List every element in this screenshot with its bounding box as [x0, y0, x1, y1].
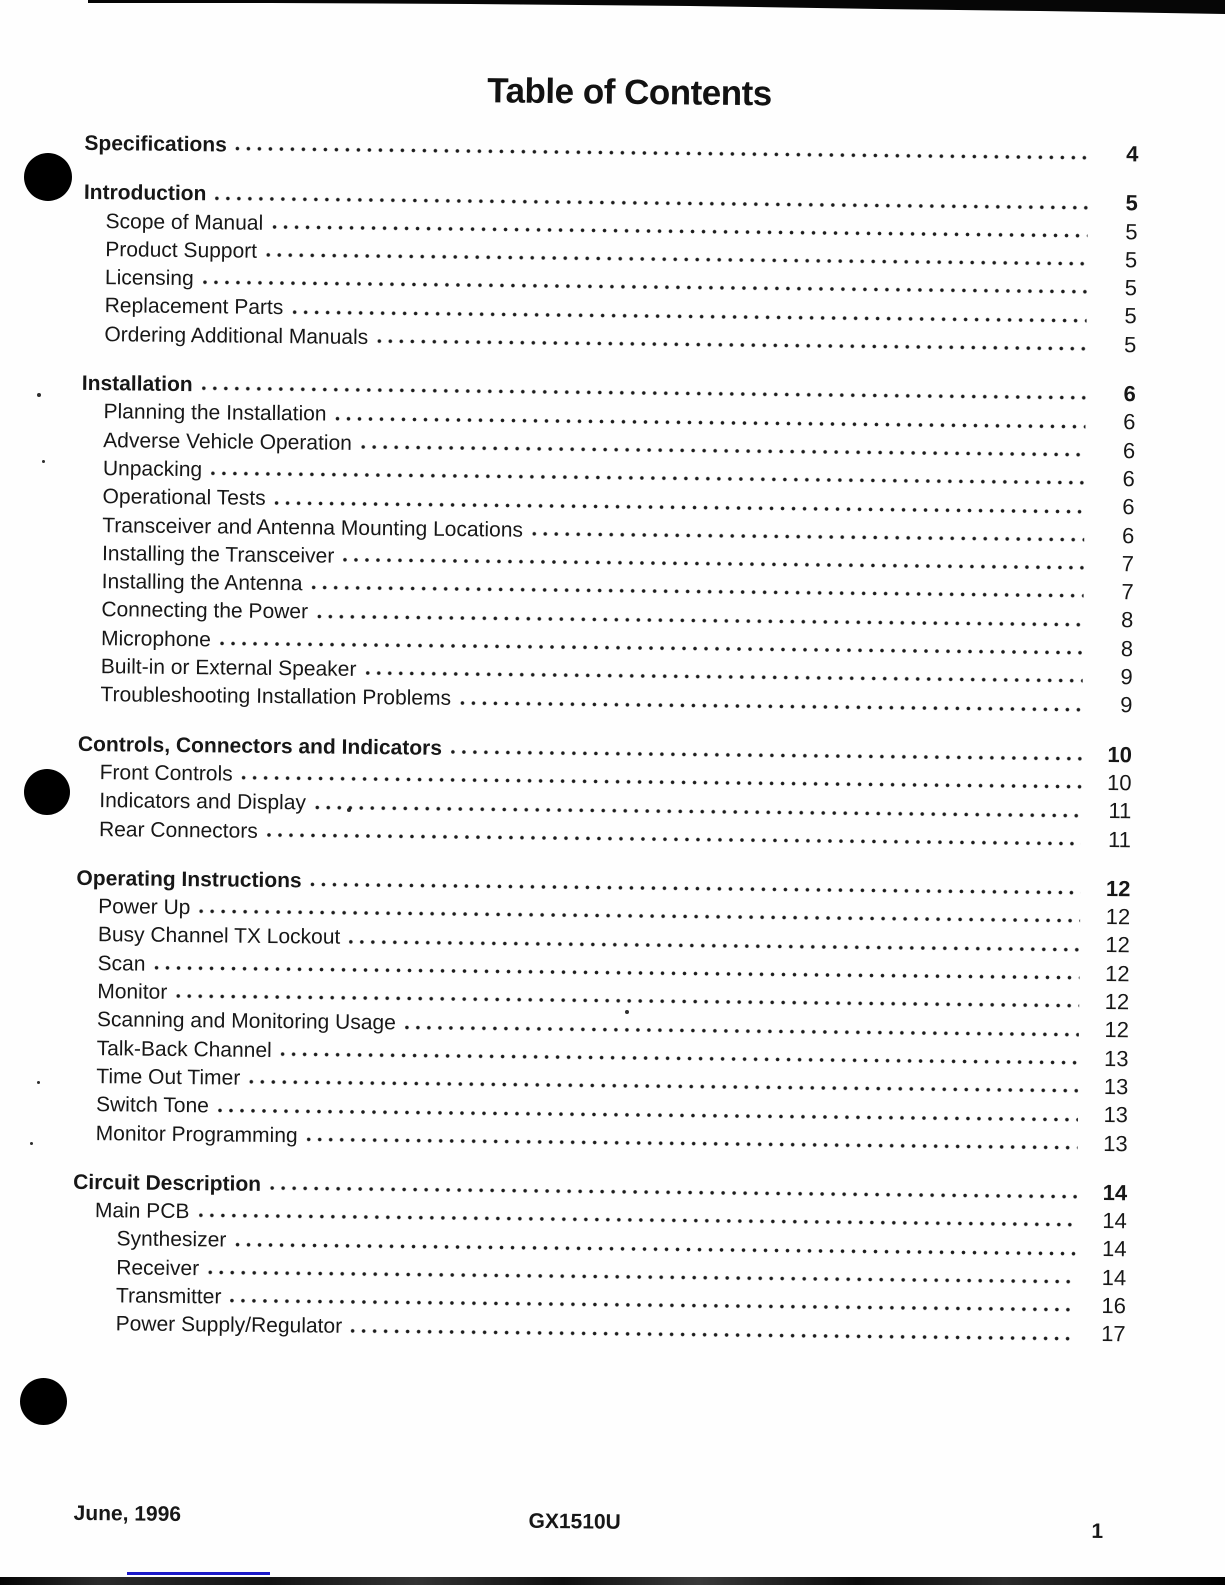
toc-page-number: 6 — [1122, 466, 1136, 492]
toc-page-number: 17 — [1101, 1321, 1126, 1347]
toc-entry-label: Built-in or External Speaker — [100, 655, 357, 681]
dot-leader — [343, 558, 1084, 570]
toc-entry-label: Main PCB — [94, 1199, 190, 1224]
toc-page-number: 9 — [1120, 692, 1133, 718]
scan-artifact-bottom-bar — [0, 1577, 1225, 1585]
dot-leader — [249, 1080, 1078, 1093]
toc-list — [72, 129, 1139, 1349]
toc-page-number: 7 — [1121, 551, 1135, 577]
dot-leader — [199, 910, 1080, 924]
toc-page-number: 6 — [1123, 381, 1136, 407]
toc-entry-label: Talk-Back Channel — [96, 1036, 272, 1062]
page-title: Table of Contents — [487, 71, 772, 114]
toc-entry-label: Troubleshooting Installation Problems — [100, 683, 452, 711]
toc-entry-label: Power Up — [98, 895, 191, 920]
dot-leader — [307, 1137, 1078, 1149]
toc-entry-label: Operating Instructions — [76, 866, 302, 893]
dot-leader — [281, 1052, 1079, 1065]
dot-leader — [236, 147, 1089, 160]
toc-page-number: 14 — [1101, 1264, 1127, 1290]
dot-leader — [405, 1025, 1079, 1036]
dot-leader — [361, 445, 1085, 457]
toc-entry-label: Installation — [81, 371, 193, 397]
dot-leader — [154, 966, 1079, 980]
toc-page-number: 11 — [1108, 798, 1132, 824]
toc-page-number: 13 — [1103, 1045, 1129, 1071]
toc-entry-label: Power Supply/Regulator — [115, 1312, 343, 1339]
toc-entry-label: Installing the Transceiver — [101, 541, 335, 568]
toc-entry-label: Indicators and Display — [99, 789, 307, 815]
dot-leader — [203, 281, 1087, 295]
dot-leader — [266, 253, 1087, 266]
toc-entry-label: Specifications — [84, 131, 227, 157]
toc-section-row — [84, 129, 1138, 169]
toc-entry-label: Monitor — [97, 980, 168, 1004]
footer-page-number: 1 — [1091, 1519, 1104, 1544]
toc-entry-label: Scan — [97, 951, 146, 976]
toc-entry-label: Scanning and Monitoring Usage — [96, 1008, 396, 1035]
toc-page-number: 10 — [1107, 741, 1133, 767]
dot-leader — [208, 1270, 1076, 1283]
toc-page-number: 5 — [1124, 275, 1138, 301]
toc-page-number: 9 — [1120, 664, 1133, 690]
toc-page-number: 6 — [1121, 522, 1135, 548]
dot-leader — [275, 501, 1085, 514]
toc-entry-label: Installing the Antenna — [101, 570, 303, 596]
dot-leader — [315, 805, 1081, 817]
toc-page-number: 16 — [1101, 1292, 1127, 1319]
toc-entry-label: Monitor Programming — [95, 1121, 298, 1147]
toc-page-number: 11 — [1108, 826, 1132, 852]
dot-leader — [272, 225, 1087, 238]
toc-entry-label: Transceiver and Antenna Mounting Locations — [102, 513, 524, 542]
toc-entry-label: Replacement Parts — [104, 294, 284, 320]
toc-entry-label: Operational Tests — [102, 485, 266, 511]
dot-leader — [235, 1242, 1076, 1255]
dot-leader — [292, 310, 1086, 323]
toc-page-number: 4 — [1126, 141, 1139, 167]
dot-leader — [218, 1108, 1078, 1121]
toc-page-number: 12 — [1105, 904, 1131, 930]
page-footer — [0, 1501, 1209, 1554]
dot-leader — [365, 671, 1082, 683]
toc-page-number: 13 — [1103, 1130, 1128, 1156]
toc-page-number: 13 — [1103, 1102, 1129, 1128]
toc-page-number: 12 — [1104, 1017, 1130, 1043]
toc-entry-label: Controls, Connectors and Indicators — [77, 732, 443, 760]
toc-entry-label: Switch Tone — [95, 1093, 210, 1118]
toc-entry-label: Time Out Timer — [96, 1065, 241, 1090]
toc-entry-label: Front Controls — [99, 761, 233, 786]
toc-entry-label: Receiver — [116, 1256, 200, 1280]
scan-artifact-blue-line — [127, 1572, 270, 1575]
footer-date: June, 1996 — [73, 1501, 182, 1527]
toc-page-number: 12 — [1105, 875, 1131, 902]
toc-entry-label: Rear Connectors — [98, 817, 258, 843]
toc-page-number: 13 — [1103, 1073, 1129, 1100]
toc-page-number: 14 — [1102, 1208, 1127, 1234]
toc-page-number: 14 — [1102, 1179, 1128, 1206]
toc-entry-label: Synthesizer — [116, 1227, 227, 1252]
dot-leader — [532, 532, 1084, 542]
toc-entry-label: Microphone — [100, 626, 211, 652]
toc-entry-label: Planning the Installation — [103, 400, 327, 426]
toc-entry-label: Product Support — [105, 238, 258, 263]
dot-leader — [270, 1186, 1077, 1199]
toc-entry-label: Connecting the Power — [101, 598, 309, 624]
dot-leader — [242, 776, 1082, 789]
toc-entry-label: Adverse Vehicle Operation — [103, 428, 353, 455]
dot-leader — [198, 1214, 1076, 1228]
toc-entry-label: Scope of Manual — [105, 209, 264, 235]
dot-leader — [267, 833, 1081, 846]
dot-leader — [335, 416, 1085, 428]
toc-entry-label: Circuit Description — [73, 1170, 262, 1196]
toc-page-number: 12 — [1104, 960, 1130, 986]
toc-entry-label: Licensing — [104, 266, 194, 291]
toc-page-number: 12 — [1105, 932, 1130, 958]
toc-page-number: 6 — [1123, 409, 1136, 435]
dot-leader — [311, 586, 1083, 598]
toc-page-number: 5 — [1123, 331, 1137, 358]
toc-entry-label: Ordering Additional Manuals — [104, 322, 369, 349]
toc-entry-label: Unpacking — [102, 457, 203, 482]
toc-page-number: 8 — [1120, 607, 1134, 633]
dot-leader — [211, 472, 1085, 485]
toc-page-number: 6 — [1122, 437, 1136, 463]
toc-entry-label: Busy Channel TX Lockout — [97, 923, 341, 950]
dot-leader — [215, 196, 1088, 209]
dot-leader — [377, 339, 1086, 351]
toc-page-number: 14 — [1101, 1236, 1127, 1262]
toc-page-number: 8 — [1120, 635, 1134, 662]
toc-page-number: 6 — [1122, 494, 1135, 520]
dot-leader — [351, 1328, 1076, 1340]
toc-page-number: 5 — [1125, 218, 1138, 244]
dot-leader — [349, 940, 1080, 952]
dot-leader — [317, 614, 1083, 626]
dot-leader — [220, 641, 1083, 654]
dot-leader — [311, 883, 1081, 895]
dot-leader — [176, 994, 1079, 1008]
toc-page-number: 5 — [1125, 190, 1139, 216]
toc-page-number: 5 — [1124, 303, 1137, 329]
toc-page-number: 12 — [1104, 989, 1130, 1015]
footer-model: GX1510U — [528, 1509, 621, 1534]
toc-page-number: 7 — [1121, 579, 1134, 605]
dot-leader — [451, 750, 1082, 761]
dot-leader — [460, 701, 1082, 712]
toc-entry-label: Introduction — [83, 181, 207, 206]
toc-entry-label: Transmitter — [115, 1284, 222, 1309]
toc-page-number: 10 — [1106, 769, 1132, 796]
toc-page-number: 5 — [1124, 247, 1138, 273]
dot-leader — [230, 1299, 1076, 1312]
dot-leader — [202, 387, 1086, 401]
